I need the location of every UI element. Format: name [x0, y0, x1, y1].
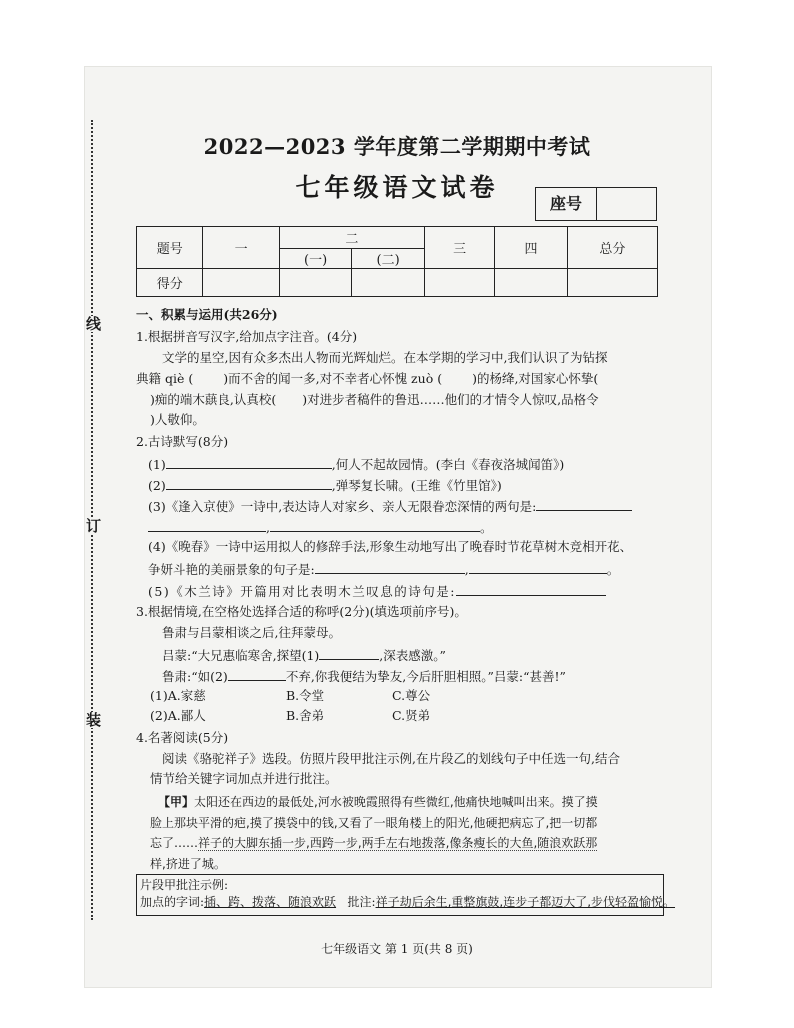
exam-title: 2022—2023 学年度第二学期期中考试 [203, 134, 591, 159]
q2-line4b [148, 560, 619, 578]
q3-options-2[interactable]: (2)A.鄙人 [150, 708, 206, 723]
q2-line4: (4)《晚春》一诗中运用拟人的修辞手法,形象生动地写出了晚春时节花草树木竞相开花、 [148, 539, 633, 554]
score-cell[interactable] [424, 269, 494, 297]
q3-option[interactable]: B.令堂 [286, 688, 325, 703]
passage-text: 忘了…… [150, 836, 199, 850]
col-section-2-part1: (一) [279, 249, 352, 269]
q2-part: 争妍斗艳的美丽景象的句子是: [148, 562, 315, 577]
seat-number-box [535, 187, 657, 221]
q1-text-line2 [136, 371, 598, 387]
q3-line3 [162, 667, 566, 685]
annotation-words-label: 加点的字词: [140, 895, 205, 909]
passage-line2: 脸上那块平滑的疤,摸了摸袋中的钱,又看了一眼角楼上的阳光,他硬把病忘了,把一切都 [150, 816, 598, 830]
q2-line5 [148, 582, 606, 600]
q3-stem: 3.根据情境,在空格处选择合适的称呼(2分)(填选项前序号)。 [136, 604, 467, 619]
passage-line1 [158, 793, 598, 810]
q3-part: 不弃,你我便结为挚友,今后肝胆相照。”吕蒙:“甚善!” [285, 669, 566, 684]
q2-line1 [148, 455, 564, 473]
q3-option[interactable]: B.舍弟 [286, 708, 325, 723]
answer-blank[interactable] [166, 455, 332, 469]
section-heading: 一、积累与运用(共26分) [136, 307, 278, 322]
annotation-words [140, 893, 675, 910]
score-cell[interactable] [279, 269, 352, 297]
answer-blank[interactable] [319, 646, 379, 660]
annotation-title: 片段甲批注示例: [140, 878, 229, 892]
score-row-label: 得分 [137, 269, 203, 297]
answer-blank[interactable] [315, 560, 465, 574]
q3-line1: 鲁肃与吕蒙相谈之后,往拜蒙母。 [162, 625, 341, 640]
seat-number-field[interactable] [597, 188, 656, 220]
seat-label: 座号 [536, 188, 597, 220]
q2-part: (3)《逢入京使》一诗中,表达诗人对家乡、亲人无限眷恋深情的两句是: [148, 499, 537, 514]
annotation-comment: 祥子劫后余生,重整旗鼓,连步子都迈大了,步伐轻盈愉悦。 [375, 895, 676, 909]
score-cell[interactable] [352, 269, 425, 297]
q3-options-1[interactable]: (1)A.家慈 [150, 688, 206, 703]
q1-part: )的杨绛,对国家心怀挚( [472, 371, 599, 386]
answer-blank[interactable] [270, 518, 480, 532]
binding-char-xian: 线 [86, 315, 102, 333]
score-cell[interactable] [495, 269, 567, 297]
binding-char-ding: 订 [86, 517, 102, 535]
q1-text-line3 [150, 392, 599, 408]
passage-line4: 样,挤进了城。 [150, 857, 226, 871]
q3-part: ,深表感激。” [379, 648, 446, 663]
col-section-4: 四 [495, 227, 567, 269]
passage-text: 太阳还在西边的最低处,河水被晚霞照得有些微红,他痛快地喊叫出来。摸了摸 [194, 795, 598, 809]
score-cell[interactable] [567, 269, 657, 297]
q2-number: (2) [148, 478, 166, 493]
q2-part: ,弹琴复长啸。(王维《竹里馆》) [331, 478, 502, 493]
q3-option[interactable]: C.贤弟 [392, 708, 431, 723]
answer-blank[interactable] [148, 518, 266, 532]
q4-line2: 情节给关键字词加点并进行批注。 [150, 771, 338, 786]
q1-stem: 1.根据拼音写汉字,给加点字注音。(4分) [136, 329, 358, 344]
answer-blank[interactable] [228, 667, 286, 681]
col-section-3: 三 [424, 227, 494, 269]
question-no-label: 题号 [137, 227, 203, 269]
score-cell[interactable] [203, 269, 279, 297]
q2-part: 。 [606, 562, 620, 577]
col-section-2: 二 [279, 227, 424, 249]
q2-line2 [148, 476, 502, 494]
answer-blank[interactable] [166, 476, 332, 490]
col-section-2-part2: (二) [352, 249, 425, 269]
q3-part: 鲁肃:“如(2) [162, 669, 228, 684]
q2-stem: 2.古诗默写(8分) [136, 434, 229, 449]
q1-part: )对进步者稿件的鲁迅……他们的才情令人惊叹,品格令 [302, 392, 599, 407]
annotation-words-value: 插、跨、拨落、随浪欢跃 [204, 895, 337, 909]
col-total: 总分 [567, 227, 657, 269]
paper-title: 七年级语文试卷 [295, 173, 499, 202]
q1-text-line1: 文学的星空,因有众多杰出人物而光辉灿烂。在本学期的学习中,我们认识了为钻探 [162, 350, 608, 365]
q2-line3b [148, 518, 493, 536]
score-table [136, 226, 658, 297]
q4-line1: 阅读《骆驼祥子》选段。仿照片段甲批注示例,在片段乙的划线句子中任选一句,结合 [162, 751, 620, 766]
q3-option[interactable]: C.尊公 [392, 688, 431, 703]
page-footer: 七年级语文 第 1 页(共 8 页) [321, 942, 473, 956]
answer-blank[interactable] [456, 582, 606, 596]
passage-line3 [150, 834, 597, 851]
passage-label: 【甲】 [158, 795, 195, 809]
q2-number: (1) [148, 457, 166, 472]
annotation-comment-label: 批注: [347, 895, 376, 909]
passage-text-marked: 祥子的大脚东插一步,西跨一步,两手左右地拨落,像条瘦长的大鱼,随浪欢跃那 [198, 836, 598, 850]
q1-part: 典籍 qiè ( [136, 371, 194, 386]
q3-part: 吕蒙:“大兄惠临寒舍,探望(1) [162, 648, 320, 663]
answer-blank[interactable] [469, 560, 607, 574]
binding-char-zhuang: 装 [86, 711, 102, 729]
q2-part: 。 [479, 520, 493, 535]
q2-part: , [266, 520, 270, 535]
q4-stem: 4.名著阅读(5分) [136, 730, 229, 745]
answer-blank[interactable] [536, 497, 632, 511]
q1-text-line4: )人敬仰。 [150, 412, 205, 427]
col-section-1: 一 [203, 227, 279, 269]
q1-part: )而不舍的闻一多,对不幸者心怀愧 zuò ( [223, 371, 443, 386]
q2-part: (5)《木兰诗》开篇用对比表明木兰叹息的诗句是: [148, 584, 456, 599]
q2-part: ,何人不起故园情。(李白《春夜洛城闻笛》) [331, 457, 565, 472]
q2-line3 [148, 497, 632, 515]
q3-line2 [162, 646, 446, 664]
q2-part: , [464, 562, 469, 577]
q1-part: )痴的端木蕻良,认真校( [150, 392, 277, 407]
